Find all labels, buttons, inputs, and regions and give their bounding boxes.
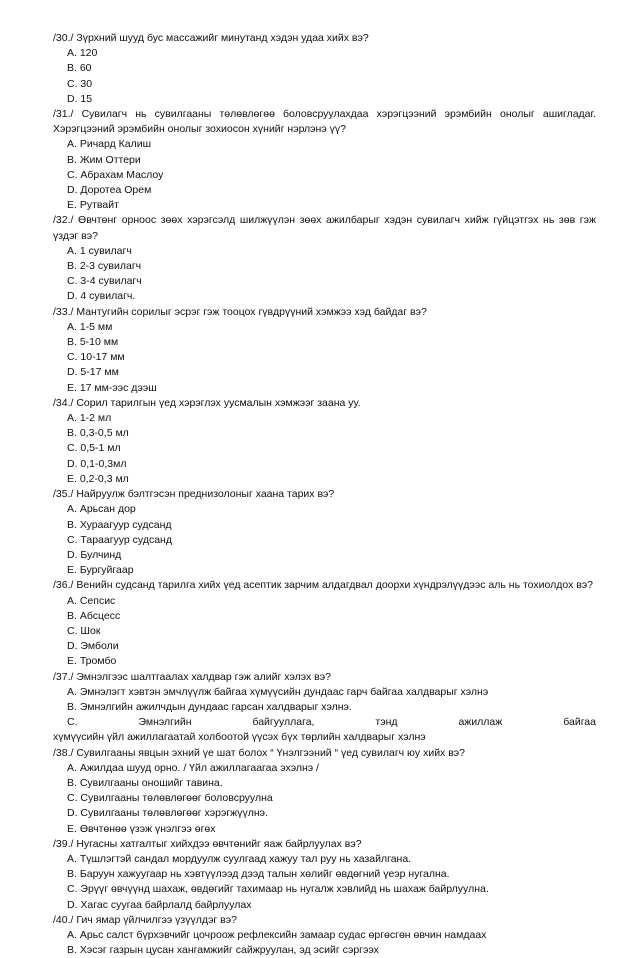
answer-option: D. 15 [67, 92, 93, 105]
answer-option: С. Тараагуур судсанд [67, 533, 172, 546]
answer-option: А. Эмнэлэгт хэвтэн эмчлүүлж байгаа хүмүүсийн дундаас гарч байгаа халдварыг хэлнэ [67, 685, 489, 698]
answer-option: С. Сувилгааны төлөвлөгөөг боловсруулна [67, 792, 273, 805]
answer-options [53, 852, 596, 913]
answer-option: С. 30 [67, 77, 93, 90]
answer-option: А. Ажилдаа шууд орно. / Үйл ажиллагаагаа эхэлнэ / [67, 761, 319, 774]
answer-option: В. 5-10 мм [67, 336, 119, 349]
answer-options [53, 928, 596, 958]
answer-option: В. 60 [67, 62, 92, 75]
question-stem: /30./ Зүрхний шууд бус массажийг минутанд хэдэн удаа хийх вэ? [53, 32, 369, 44]
question-36 [53, 578, 596, 669]
answer-option: С. 3-4 сувилагч [67, 275, 142, 288]
question-stem: /38./ Сувилгааны явцын эхний үе шат болох “ Үнэлгээний “ үед сувилагч юу хийх вэ? [53, 746, 465, 759]
answer-option: D. 4 сувилагч. [67, 290, 136, 303]
answer-options [53, 137, 596, 213]
question-39 [53, 837, 596, 913]
question-40 [53, 913, 596, 958]
answer-options [53, 411, 596, 487]
answer-options [53, 761, 596, 837]
question-31 [53, 107, 596, 213]
answer-options [53, 320, 596, 396]
answer-option: Е. 0,2-0,3 мл [67, 472, 129, 485]
answer-option: Е. 17 мм-ээс дээш [67, 381, 157, 394]
answer-option: В. 0,3-0,5 мл [67, 427, 129, 440]
document-page [53, 31, 596, 958]
answer-option: D. 5-17 мм [67, 366, 119, 379]
question-stem: /37./ Эмнэлгээс шалтгаалах халдвар гэж алийг хэлэх вэ? [53, 670, 331, 683]
answer-option: В. Хэсэг газрын цусан хангамжийг сайжруулан, эд эсийг сэргээх [67, 944, 379, 957]
answer-option: С. 10-17 мм [67, 351, 125, 364]
answer-option: С. Эрүүг өвчүүнд шахаж, өвдөгийг тахимаар нь нугалж хэвлийд нь шахаж байрлуулна. [67, 883, 489, 896]
question-stem: /34./ Сорил тарилгын үед хэрэглэх уусмалын хэмжээг заана уу. [53, 396, 361, 409]
answer-option: А. Арьсан дор [67, 503, 136, 516]
answer-option: Е. Рутвайт [67, 199, 119, 212]
question-32 [53, 213, 596, 304]
answer-option: В. Хураагуур судсанд [67, 518, 172, 531]
answer-option-continuation: хүмүүсийн үйл ажиллагаатай холбоотой үүсэх бүх төрлийн халдварыг хэлнэ [53, 731, 426, 744]
question-stem: /33./ Мантугийн сорилыг эсрэг гэж тооцох гүвдрүүний хэмжээ хэд байдаг вэ? [53, 305, 427, 318]
answer-option: D. Булчинд [67, 548, 122, 561]
question-37 [53, 670, 596, 746]
answer-option: С. Эмнэлгийн байгууллага, тэнд ажиллаж байгаа [67, 716, 596, 729]
answer-option: А. Ричард Калиш [67, 138, 152, 151]
answer-option: С. Абрахам Маслоу [67, 168, 164, 181]
question-stem: /32./ Өвчтөнг орноос зөөх хэрэгсэлд шилжүүлэн зөөх ажилбарыг хэдэн сувилагч хийж гүйцэтгэх нь зөв гэж үздэг вэ? [53, 214, 596, 242]
question-stem: /31./ Сувилагч нь сувилгааны төлөвлөгөө боловсруулахдаа хэрэгцээний эрэмбийн онолыг ашигладаг. Хэрэгцээний эрэмбийн онолыг зохиосон хүнийг нэрлэнэ үү? [53, 108, 596, 136]
answer-option: В. Баруун хажуугаар нь хэвтүүлээд дээд талын хөлийг өвдөгний үеэр нугална. [67, 868, 450, 881]
answer-option: D. Доротеа Орем [67, 184, 152, 197]
question-30 [53, 31, 596, 107]
answer-option: В. Абсцесс [67, 609, 121, 622]
answer-options [53, 244, 596, 305]
question-stem: /36./ Венийн судсанд тарилга хийх үед асептик зарчим алдагдвал доорхи хүндрэлүүдээс аль нь тохиолдох вэ? [53, 579, 594, 592]
answer-option: В. Сувилгааны оношийг тавина. [67, 776, 223, 789]
answer-option: D. Сувилгааны төлөвлөгөөг хэрэгжүүлнэ. [67, 807, 268, 820]
answer-option: В. 2-3 сувилагч [67, 260, 142, 273]
question-33 [53, 305, 596, 396]
answer-option: Е. Өвчтөнөө үзэж үнэлгээ өгөх [67, 822, 216, 835]
question-34 [53, 396, 596, 487]
question-35 [53, 487, 596, 578]
answer-option: Е. Бургуйгаар [67, 564, 134, 577]
answer-option: D. Хагас суугаа байрлалд байрлуулах [67, 898, 252, 911]
answer-option: С. Шок [67, 624, 101, 637]
answer-option: А. 1-2 мл [67, 412, 112, 425]
answer-option: D. 0,1-0,3мл [67, 457, 127, 470]
answer-option: А. Сепсис [67, 594, 116, 607]
answer-options [53, 685, 596, 746]
answer-options [53, 594, 596, 670]
answer-option: А. Түшлэгтэй сандал мордуулж суулгаад хажуу тал руу нь хазайлгана. [67, 852, 412, 865]
answer-option: А. Арьс салст бүрхэвчийг цочроож рефлексийн замаар судас өргөсгөн өвчин намдаах [67, 928, 487, 941]
question-stem: /39./ Нугасны хатгалтыг хийхдээ өвчтөнийг яаж байрлуулах вэ? [53, 837, 362, 850]
question-stem: /35./ Найруулж бэлтгэсэн преднизолоныг хаана тарих вэ? [53, 488, 335, 501]
answer-option: Е. Тромбо [67, 655, 117, 668]
answer-options [53, 46, 596, 107]
question-38 [53, 746, 596, 837]
answer-option: А. 1 сувилагч [67, 244, 132, 257]
answer-option: D. Эмболи [67, 640, 119, 653]
answer-option: А. 120 [67, 47, 98, 60]
answer-option: С. 0,5-1 мл [67, 442, 121, 455]
answer-option: В. Эмнэлгийн ажилчдын дундаас гарсан халдварыг хэлнэ. [67, 700, 352, 713]
question-stem: /40./ Гич ямар үйлчилгээ үзүүлдэг вэ? [53, 913, 237, 926]
answer-option: А. 1-5 мм [67, 320, 113, 333]
answer-option: В. Жим Оттери [67, 153, 141, 166]
answer-options [53, 502, 596, 578]
